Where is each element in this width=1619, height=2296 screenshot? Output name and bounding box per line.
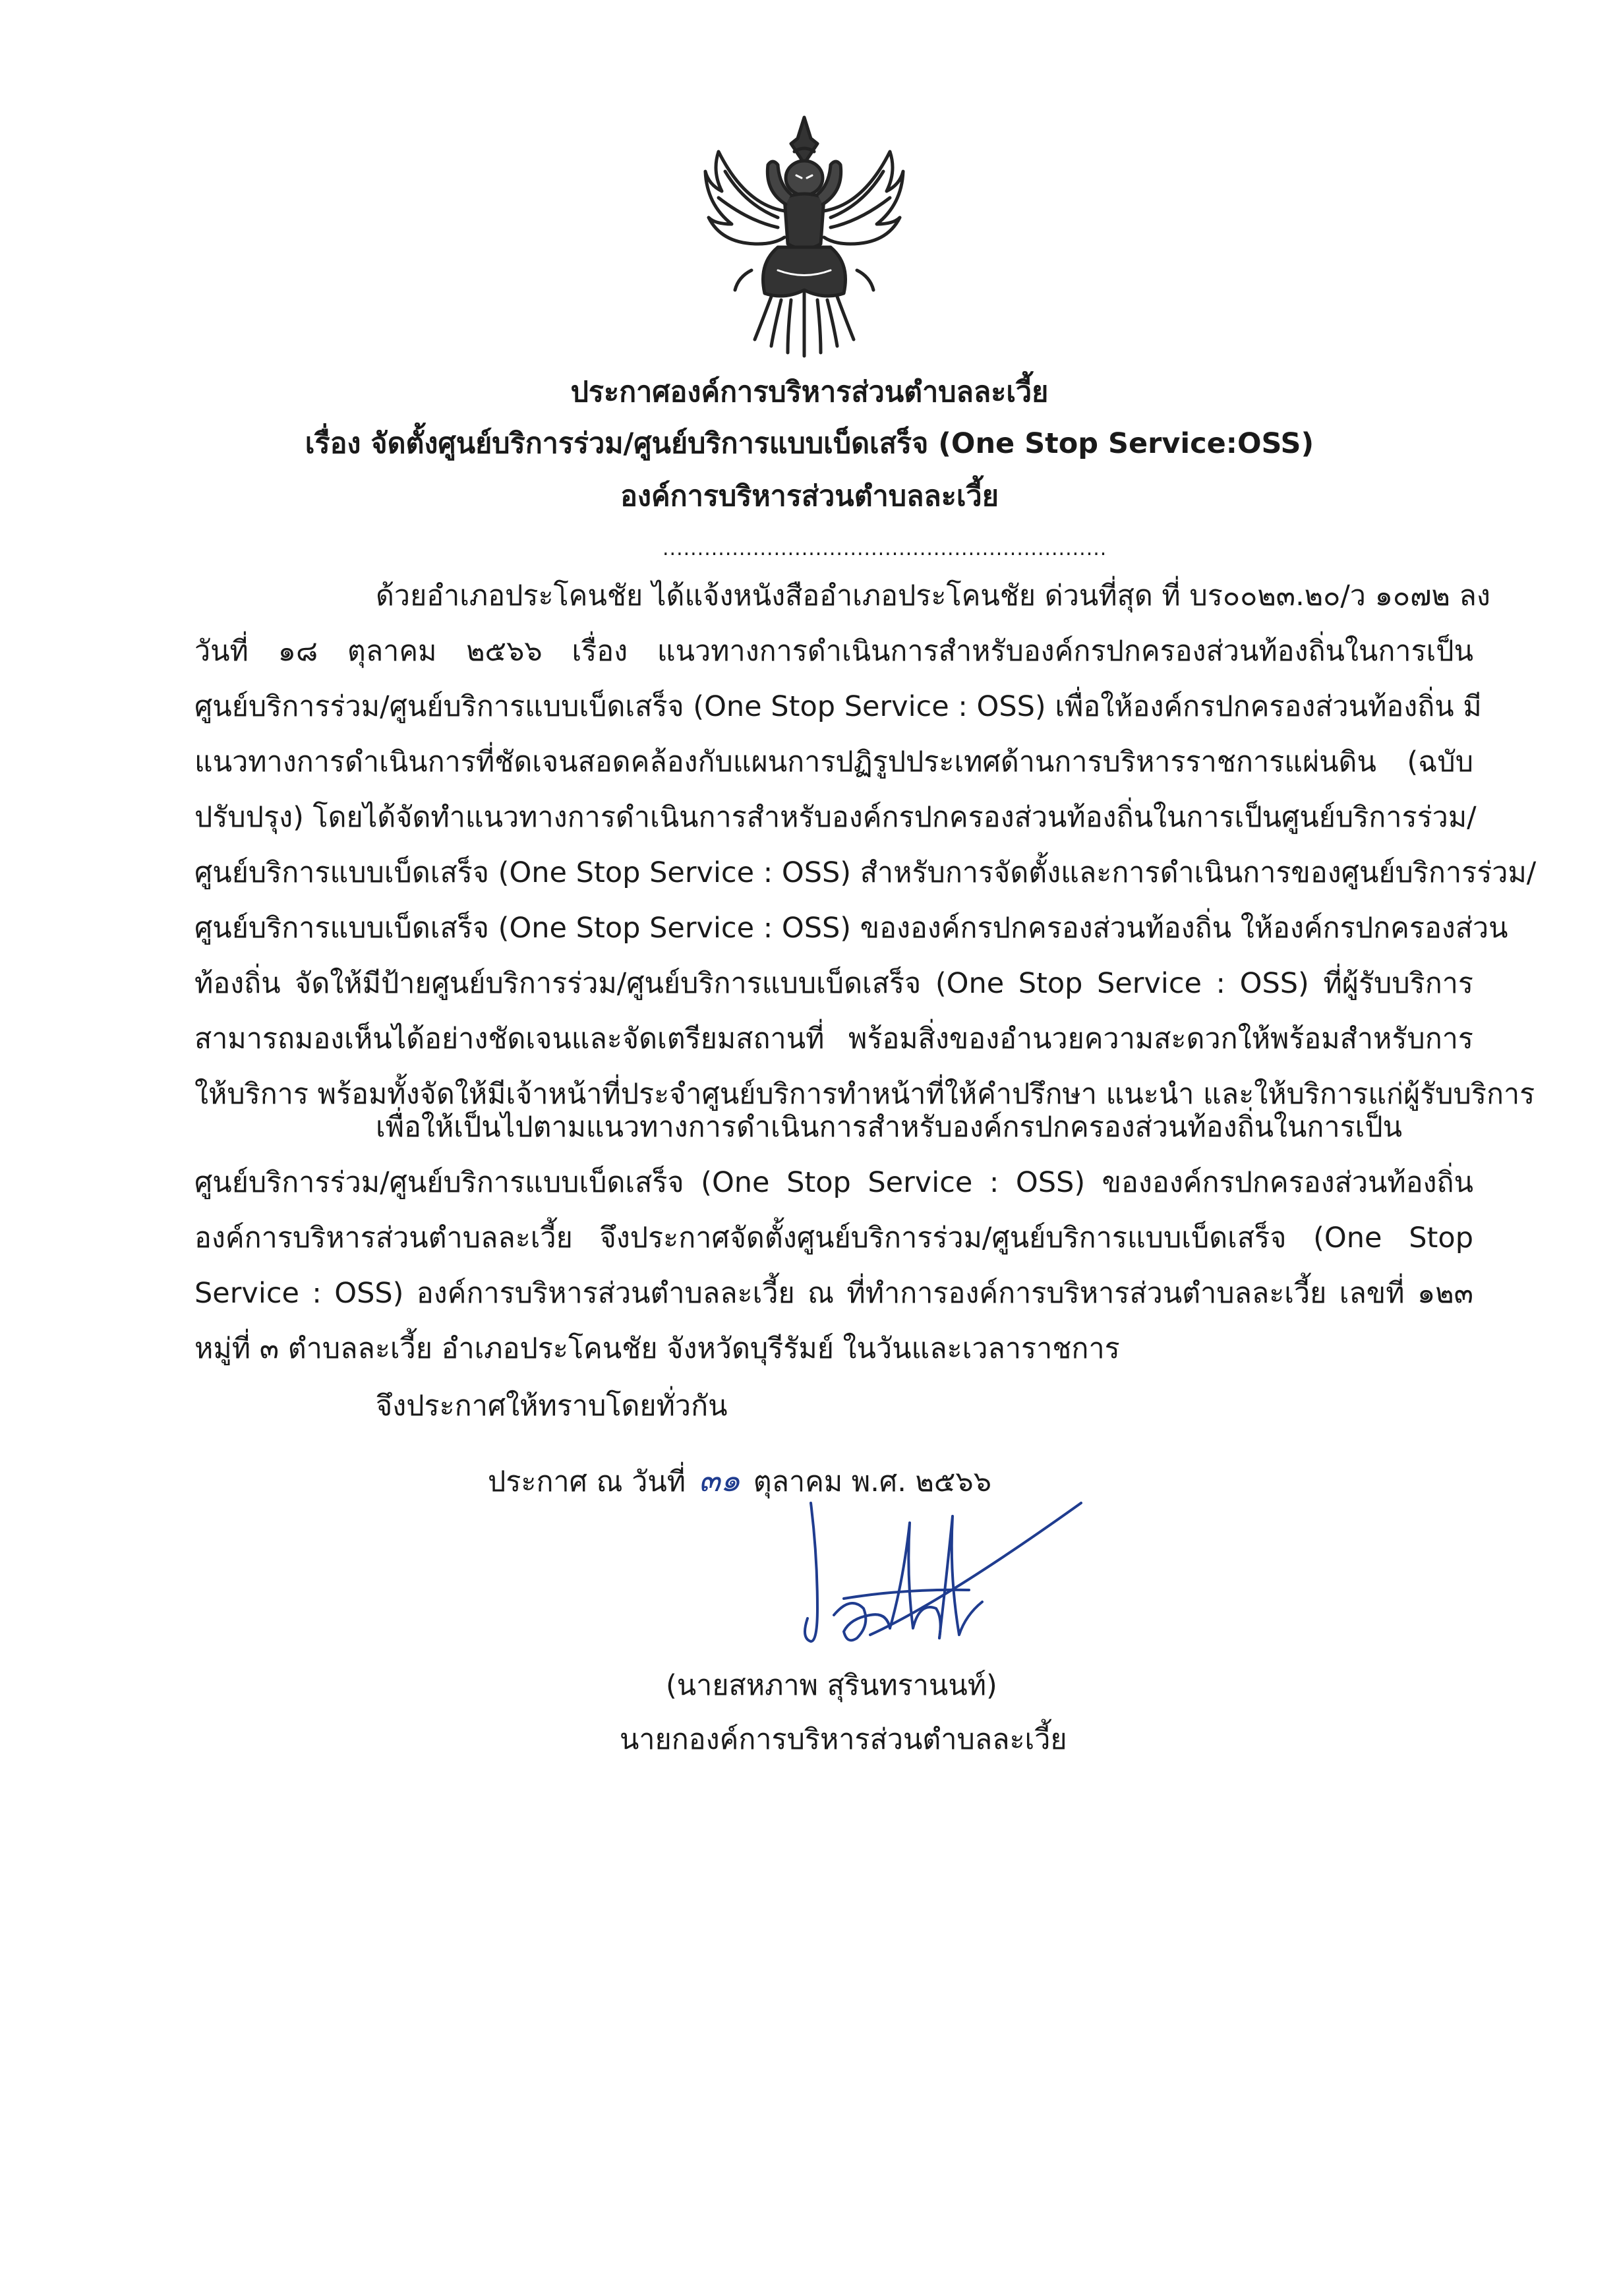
paragraph-line: องค์การบริหารส่วนตำบลละเวี้ย จึงประกาศจัดตั้งศูนย์บริการร่วม/ศูนย์บริการแบบเบ็ดเสร็จ (One Stop <box>194 1222 1473 1254</box>
paragraph-line: เพื่อให้เป็นไปตามแนวทางการดำเนินการสำหรับองค์กรปกครองส่วนท้องถิ่นในการเป็น <box>376 1111 1403 1144</box>
handwritten-signature <box>771 1477 1101 1668</box>
paragraph-2 <box>194 1100 1473 1376</box>
organization-name: องค์การบริหารส่วนตำบลละเวี้ย <box>620 480 999 513</box>
paragraph-line: ศูนย์บริการแบบเบ็ดเสร็จ (One Stop Service : OSS) สำหรับการจัดตั้งและการดำเนินการของศูนย์บริการร่วม/ <box>194 856 1537 889</box>
announcement-title: ประกาศองค์การบริหารส่วนตำบลละเวี้ย <box>570 376 1049 409</box>
paragraph-line: ให้บริการ พร้อมทั้งจัดให้มีเจ้าหน้าที่ประจำศูนย์บริการทำหน้าที่ให้คำปรึกษา แนะนำ และให้บริการแก่ผู้รับบริการ <box>194 1078 1535 1111</box>
paragraph-line: หมู่ที่ ๓ ตำบลละเวี้ย อำเภอประโคนชัย จังหวัดบุรีรัมย์ ในวันและเวลาราชการ <box>194 1332 1120 1365</box>
paragraph-line: ศูนย์บริการร่วม/ศูนย์บริการแบบเบ็ดเสร็จ (One Stop Service : OSS) ขององค์กรปกครองส่วนท้องถิ่น <box>194 1166 1473 1199</box>
announcement-subject: เรื่อง จัดตั้งศูนย์บริการร่วม/ศูนย์บริการแบบเบ็ดเสร็จ (One Stop Service:OSS) <box>305 427 1314 460</box>
paragraph-line: ท้องถิ่น จัดให้มีป้ายศูนย์บริการร่วม/ศูนย์บริการแบบเบ็ดเสร็จ (One Stop Service : OSS) ที่ผู้รับบริการ <box>194 967 1473 1000</box>
paragraph-line: สามารถมองเห็นได้อย่างชัดเจนและจัดเตรียมสถานที่ พร้อมสิ่งของอำนวยความสะดวกให้พร้อมสำหรับการ <box>194 1022 1473 1055</box>
date-suffix: ตุลาคม พ.ศ. ๒๕๖๖ <box>753 1465 992 1498</box>
closing-statement: จึงประกาศให้ทราบโดยทั่วกัน <box>376 1390 728 1423</box>
garuda-emblem-icon <box>699 112 910 363</box>
paragraph-line: แนวทางการดำเนินการที่ชัดเจนสอดคล้องกับแผนการปฏิรูปประเทศด้านการบริหารราชการแผ่นดิน (ฉบับ <box>194 746 1473 779</box>
paragraph-line: ศูนย์บริการแบบเบ็ดเสร็จ (One Stop Service : OSS) ขององค์กรปกครองส่วนท้องถิ่น ให้องค์กรปกครองส่วน <box>194 912 1508 945</box>
signatory-title: นายกองค์การบริหารส่วนตำบลละเวี้ย <box>620 1723 1067 1756</box>
handwritten-day: ๓๑ <box>698 1462 741 1499</box>
paragraph-line: วันที่ ๑๘ ตุลาคม ๒๕๖๖ เรื่อง แนวทางการดำเนินการสำหรับองค์กรปกครองส่วนท้องถิ่นในการเป็น <box>194 635 1473 668</box>
paragraph-line: ปรับปรุง) โดยได้จัดทำแนวทางการดำเนินการสำหรับองค์กรปกครองส่วนท้องถิ่นในการเป็นศูนย์บริการร่วม/ <box>194 801 1477 834</box>
dotted-separator: ................................................................ <box>662 537 1107 560</box>
paragraph-line: ด้วยอำเภอประโคนชัย ได้แจ้งหนังสืออำเภอประโคนชัย ด่วนที่สุด ที่ บร๐๐๒๓.๒๐/ว ๑๐๗๒ ลง <box>376 579 1490 612</box>
date-prefix: ประกาศ ณ วันที่ <box>488 1465 686 1498</box>
paragraph-1 <box>194 568 1537 1122</box>
paragraph-line: ศูนย์บริการร่วม/ศูนย์บริการแบบเบ็ดเสร็จ (One Stop Service : OSS) เพื่อให้องค์กรปกครองส่วนท้องถิ่น มี <box>194 690 1482 723</box>
signatory-name: (นายสหภาพ สุรินทรานนท์) <box>666 1669 997 1702</box>
paragraph-line: Service : OSS) องค์การบริหารส่วนตำบลละเวี้ย ณ ที่ทำการองค์การบริหารส่วนตำบลละเวี้ย เลขที่ ๑๒๓ <box>194 1277 1473 1310</box>
